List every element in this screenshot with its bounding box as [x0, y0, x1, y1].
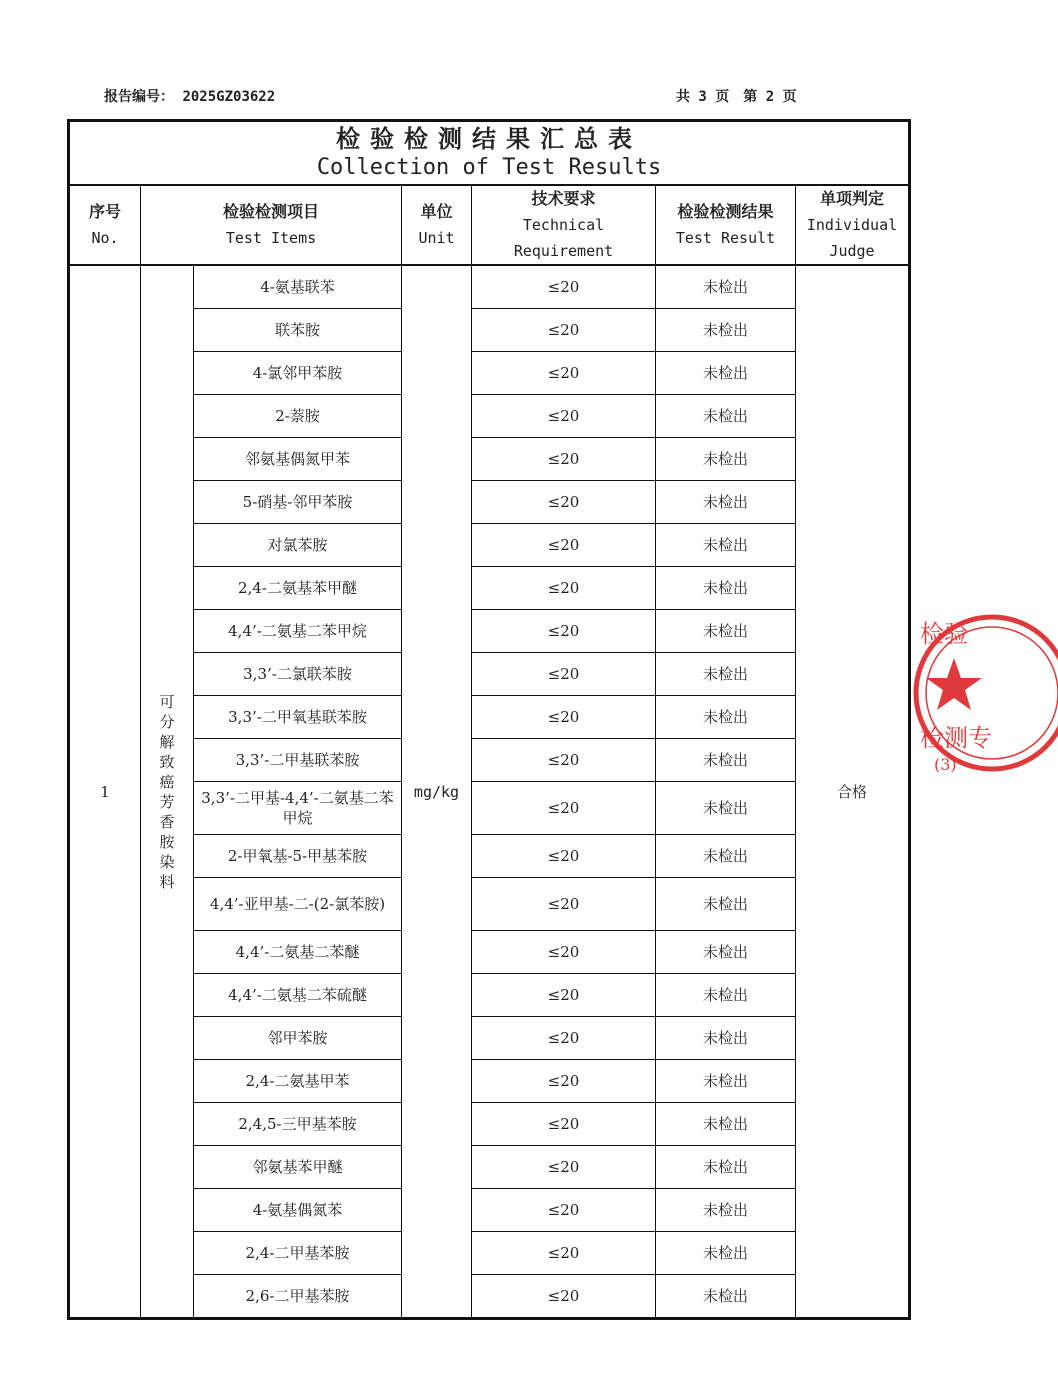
result-cell: 未检出: [656, 1232, 796, 1275]
report-number: [104, 86, 275, 106]
table-row: [69, 835, 910, 878]
result-cell: 未检出: [656, 610, 796, 653]
result-cell: 未检出: [656, 1060, 796, 1103]
category-char: 料: [159, 872, 175, 891]
test-item-name: 邻氨基偶氮甲苯: [194, 438, 402, 481]
table-row: [69, 931, 910, 974]
test-item-name: 2,4-二甲基苯胺: [194, 1232, 402, 1275]
table-row: [69, 438, 910, 481]
result-cell: 未检出: [656, 1146, 796, 1189]
col-header-result-cn: 检验检测结果: [677, 202, 774, 221]
requirement-cell: ≤20: [472, 653, 656, 696]
table-row: [69, 1189, 910, 1232]
star-icon: [926, 658, 982, 710]
result-cell: 未检出: [656, 1275, 796, 1319]
stamp-text-bottom: 检测专: [920, 724, 992, 752]
page-indicator: 共 3 页 第 2 页: [676, 89, 797, 105]
col-header-req-cn: 技术要求: [531, 189, 596, 208]
table-row: [69, 352, 910, 395]
requirement-cell: ≤20: [472, 1275, 656, 1319]
requirement-cell: ≤20: [472, 931, 656, 974]
test-item-name: 5-硝基-邻甲苯胺: [194, 481, 402, 524]
col-header-no-cn: 序号: [88, 202, 121, 221]
requirement-cell: ≤20: [472, 610, 656, 653]
result-cell: 未检出: [656, 265, 796, 309]
requirement-cell: ≤20: [472, 524, 656, 567]
category-char: 芳: [159, 792, 175, 811]
category-char: 可: [159, 692, 175, 711]
table-row: [69, 739, 910, 782]
unit-cell: mg/kg: [402, 265, 472, 1319]
test-item-name: 对氯苯胺: [194, 524, 402, 567]
requirement-cell: ≤20: [472, 974, 656, 1017]
result-cell: 未检出: [656, 438, 796, 481]
requirement-cell: ≤20: [472, 1189, 656, 1232]
col-header-items-en: Test Items: [225, 229, 317, 247]
table-row: [69, 653, 910, 696]
report-number-value: 2025GZ03622: [182, 89, 276, 105]
result-cell: 未检出: [656, 524, 796, 567]
table-row: [69, 1232, 910, 1275]
col-header-items-cn: 检验检测项目: [222, 202, 319, 221]
col-header-judge-en1: Individual: [806, 216, 898, 234]
requirement-cell: ≤20: [472, 438, 656, 481]
test-item-name: 4-氨基偶氮苯: [194, 1189, 402, 1232]
test-item-name: 2,4-二氨基甲苯: [194, 1060, 402, 1103]
col-header-judge: [796, 185, 910, 265]
group-number: 1: [69, 265, 141, 1319]
result-cell: 未检出: [656, 696, 796, 739]
category-char: 香: [159, 812, 175, 831]
table-row: [69, 1146, 910, 1189]
requirement-cell: ≤20: [472, 309, 656, 352]
col-header-requirement: [472, 185, 656, 265]
requirement-cell: ≤20: [472, 696, 656, 739]
test-item-name: 2,6-二甲基苯胺: [194, 1275, 402, 1319]
table-title: [69, 121, 910, 186]
report-number-label: 报告编号：: [104, 89, 174, 105]
result-cell: 未检出: [656, 782, 796, 835]
requirement-cell: ≤20: [472, 265, 656, 309]
test-item-name: 邻氨基苯甲醚: [194, 1146, 402, 1189]
requirement-cell: ≤20: [472, 567, 656, 610]
result-cell: 未检出: [656, 1189, 796, 1232]
requirement-cell: ≤20: [472, 1232, 656, 1275]
requirement-cell: ≤20: [472, 878, 656, 931]
test-item-name: 2-萘胺: [194, 395, 402, 438]
test-item-name: 4,4’-二氨基二苯醚: [194, 931, 402, 974]
inspection-seal-stamp: [918, 604, 1058, 782]
test-item-name: 3,3’-二氯联苯胺: [194, 653, 402, 696]
result-cell: 未检出: [656, 309, 796, 352]
test-item-name: 邻甲苯胺: [194, 1017, 402, 1060]
result-cell: 未检出: [656, 1103, 796, 1146]
result-cell: 未检出: [656, 739, 796, 782]
table-row: [69, 696, 910, 739]
test-item-name: 4,4’-二氨基二苯甲烷: [194, 610, 402, 653]
table-row: [69, 610, 910, 653]
stamp-number: (3): [934, 755, 957, 774]
table-row: [69, 524, 910, 567]
col-header-judge-cn: 单项判定: [819, 189, 884, 208]
table-row: [69, 974, 910, 1017]
test-item-name: 4-氯邻甲苯胺: [194, 352, 402, 395]
table-row: [69, 782, 910, 835]
category-char: 分: [159, 712, 175, 731]
table-row: [69, 481, 910, 524]
result-cell: 未检出: [656, 481, 796, 524]
col-header-items: [141, 185, 402, 265]
requirement-cell: ≤20: [472, 1146, 656, 1189]
col-header-result-en: Test Result: [675, 229, 776, 247]
table-row: [69, 878, 910, 931]
category-char: 解: [159, 732, 175, 751]
col-header-result: [656, 185, 796, 265]
table-row: [69, 1060, 910, 1103]
result-cell: 未检出: [656, 567, 796, 610]
test-item-name: 2-甲氧基-5-甲基苯胺: [194, 835, 402, 878]
col-header-req-en1: Technical: [522, 216, 605, 234]
col-header-no: [69, 185, 141, 265]
results-table: [67, 119, 911, 1320]
category-char: 染: [159, 852, 175, 871]
test-item-name: 联苯胺: [194, 309, 402, 352]
test-item-name: 3,3’-二甲基-4,4’-二氨基二苯甲烷: [194, 782, 402, 835]
test-item-name: 3,3’-二甲氧基联苯胺: [194, 696, 402, 739]
table-row: [69, 309, 910, 352]
test-item-name: 4,4’-二氨基二苯硫醚: [194, 974, 402, 1017]
judgement-cell: 合格: [796, 265, 910, 1319]
col-header-unit: [402, 185, 472, 265]
requirement-cell: ≤20: [472, 1060, 656, 1103]
test-item-name: 4,4’-亚甲基-二-(2-氯苯胺): [194, 878, 402, 931]
table-row: [69, 567, 910, 610]
result-cell: 未检出: [656, 931, 796, 974]
result-cell: 未检出: [656, 653, 796, 696]
table-title-en: Collection of Test Results: [316, 155, 662, 180]
col-header-unit-cn: 单位: [420, 202, 453, 221]
col-header-judge-en2: Judge: [829, 242, 875, 260]
requirement-cell: ≤20: [472, 1017, 656, 1060]
requirement-cell: ≤20: [472, 395, 656, 438]
requirement-cell: ≤20: [472, 481, 656, 524]
stamp-text-top: 检验: [920, 620, 968, 648]
table-title-cn: 检验检测结果汇总表: [336, 124, 642, 153]
category-char: 癌: [159, 772, 175, 791]
result-cell: 未检出: [656, 878, 796, 931]
result-cell: 未检出: [656, 395, 796, 438]
table-row: [69, 1017, 910, 1060]
category-cell: [141, 265, 194, 1319]
table-row: [69, 1275, 910, 1319]
header-row: [69, 185, 910, 265]
col-header-unit-en: Unit: [418, 229, 455, 247]
requirement-cell: ≤20: [472, 739, 656, 782]
category-char: 致: [159, 752, 175, 771]
col-header-no-en: No.: [91, 229, 119, 247]
requirement-cell: ≤20: [472, 352, 656, 395]
table-row: [69, 265, 910, 309]
result-cell: 未检出: [656, 1017, 796, 1060]
category-char: 胺: [159, 832, 175, 851]
test-item-name: 4-氨基联苯: [194, 265, 402, 309]
col-header-req-en2: Requirement: [513, 242, 614, 260]
result-cell: 未检出: [656, 974, 796, 1017]
table-row: [69, 1103, 910, 1146]
requirement-cell: ≤20: [472, 782, 656, 835]
result-cell: 未检出: [656, 835, 796, 878]
test-item-name: 2,4,5-三甲基苯胺: [194, 1103, 402, 1146]
test-item-name: 3,3’-二甲基联苯胺: [194, 739, 402, 782]
result-cell: 未检出: [656, 352, 796, 395]
test-item-name: 2,4-二氨基苯甲醚: [194, 567, 402, 610]
table-row: [69, 395, 910, 438]
requirement-cell: ≤20: [472, 835, 656, 878]
requirement-cell: ≤20: [472, 1103, 656, 1146]
